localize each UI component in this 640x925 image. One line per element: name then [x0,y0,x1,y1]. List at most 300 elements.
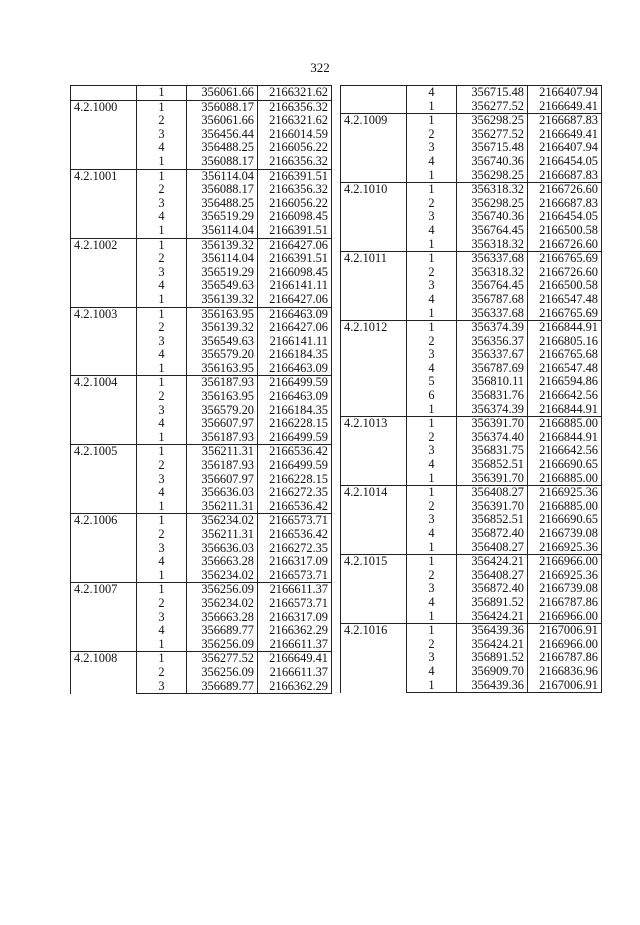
x-coordinate: 356607.97 [187,473,258,487]
x-coordinate: 356114.04 [187,252,258,266]
point-number: 1 [407,183,457,197]
x-coordinate: 356810.11 [457,375,528,389]
y-coordinate: 2166272.35 [258,486,332,500]
point-number: 4 [407,458,457,472]
x-coordinate: 356391.70 [457,417,528,431]
x-coordinate: 356088.17 [187,100,258,114]
x-coordinate: 356114.04 [187,224,258,238]
point-number: 1 [137,238,187,252]
parcel-id: 4.2.1015 [341,555,407,624]
y-coordinate: 2166499.59 [258,431,332,445]
y-coordinate: 2166321.62 [258,114,332,128]
y-coordinate: 2166726.60 [528,266,602,280]
y-coordinate: 2166362.29 [258,680,332,694]
y-coordinate: 2166536.42 [258,445,332,459]
y-coordinate: 2166765.68 [528,348,602,362]
y-coordinate: 2166391.51 [258,169,332,183]
parcel-id: 4.2.1007 [71,583,137,652]
x-coordinate: 356256.09 [187,583,258,597]
point-number: 1 [137,224,187,238]
table-row [341,321,602,335]
parcel-id: 4.2.1010 [341,183,407,252]
x-coordinate: 356488.25 [187,197,258,211]
y-coordinate: 2166805.16 [528,335,602,349]
point-number: 1 [407,486,457,500]
parcel-id [341,86,407,114]
y-coordinate: 2166356.32 [258,100,332,114]
y-coordinate: 2166739.08 [528,582,602,596]
x-coordinate: 356764.45 [457,224,528,238]
x-coordinate: 356488.25 [187,141,258,155]
point-number: 1 [407,541,457,555]
point-number: 1 [137,583,187,597]
point-number: 1 [407,555,457,569]
x-coordinate: 356277.52 [457,100,528,114]
point-number: 2 [137,114,187,128]
table-row [71,652,332,666]
x-coordinate: 356318.32 [457,238,528,252]
y-coordinate: 2166547.48 [528,362,602,376]
y-coordinate: 2166427.06 [258,293,332,307]
parcel-id: 4.2.1013 [341,417,407,486]
y-coordinate: 2166690.65 [528,458,602,472]
parcel-id: 4.2.1016 [341,624,407,693]
point-number: 1 [137,431,187,445]
x-coordinate: 356256.09 [187,638,258,652]
x-coordinate: 356891.52 [457,596,528,610]
x-coordinate: 356187.93 [187,376,258,390]
x-coordinate: 356298.25 [457,114,528,128]
x-coordinate: 356740.36 [457,210,528,224]
x-coordinate: 356831.76 [457,389,528,403]
table-row [71,445,332,459]
x-coordinate: 356391.70 [457,500,528,514]
point-number: 3 [407,141,457,155]
x-coordinate: 356114.04 [187,169,258,183]
point-number: 3 [407,210,457,224]
x-coordinate: 356408.27 [457,541,528,555]
y-coordinate: 2166573.71 [258,514,332,528]
y-coordinate: 2166594.86 [528,375,602,389]
x-coordinate: 356872.40 [457,527,528,541]
y-coordinate: 2167006.91 [528,624,602,638]
point-number: 4 [407,224,457,238]
point-number: 3 [407,651,457,665]
y-coordinate: 2166925.36 [528,486,602,500]
x-coordinate: 356298.25 [457,169,528,183]
point-number: 3 [137,542,187,556]
x-coordinate: 356391.70 [457,472,528,486]
y-coordinate: 2166362.29 [258,624,332,638]
x-coordinate: 356337.67 [457,348,528,362]
x-coordinate: 356408.27 [457,486,528,500]
x-coordinate: 356234.02 [187,569,258,583]
x-coordinate: 356787.69 [457,362,528,376]
point-number: 1 [407,624,457,638]
x-coordinate: 356456.44 [187,128,258,142]
y-coordinate: 2166739.08 [528,527,602,541]
x-coordinate: 356689.77 [187,624,258,638]
y-coordinate: 2166966.00 [528,610,602,624]
table-row [71,238,332,252]
table-row [341,624,602,638]
point-number: 2 [137,321,187,335]
point-number: 2 [137,459,187,473]
point-number: 4 [137,555,187,569]
point-number: 3 [137,473,187,487]
y-coordinate: 2166573.71 [258,569,332,583]
y-coordinate: 2166536.42 [258,500,332,514]
x-coordinate: 356061.66 [187,86,258,101]
x-coordinate: 356234.02 [187,514,258,528]
point-number: 1 [137,155,187,169]
parcel-id: 4.2.1008 [71,652,137,694]
table-row [71,169,332,183]
x-coordinate: 356852.51 [457,513,528,527]
table-row [341,86,602,100]
x-coordinate: 356579.20 [187,404,258,418]
y-coordinate: 2166427.06 [258,321,332,335]
point-number: 1 [407,238,457,252]
point-number: 4 [137,417,187,431]
point-number: 3 [407,279,457,293]
parcel-id: 4.2.1005 [71,445,137,514]
point-number: 1 [137,376,187,390]
y-coordinate: 2166611.37 [258,583,332,597]
point-number: 2 [407,500,457,514]
table-row [341,252,602,266]
parcel-id: 4.2.1011 [341,252,407,321]
x-coordinate: 356439.36 [457,679,528,693]
x-coordinate: 356636.03 [187,486,258,500]
table-row [71,583,332,597]
y-coordinate: 2166844.91 [528,321,602,335]
point-number: 2 [137,183,187,197]
x-coordinate: 356256.09 [187,666,258,680]
parcel-id: 4.2.1012 [341,321,407,417]
x-coordinate: 356277.52 [457,128,528,142]
y-coordinate: 2166765.69 [528,307,602,321]
point-number: 4 [407,665,457,679]
point-number: 1 [407,417,457,431]
y-coordinate: 2166885.00 [528,417,602,431]
point-number: 1 [137,638,187,652]
table-row [71,514,332,528]
parcel-id: 4.2.1001 [71,169,137,238]
point-number: 1 [137,500,187,514]
y-coordinate: 2166765.69 [528,252,602,266]
point-number: 2 [137,597,187,611]
x-coordinate: 356689.77 [187,680,258,694]
point-number: 1 [407,610,457,624]
y-coordinate: 2166499.59 [258,459,332,473]
point-number: 4 [137,279,187,293]
point-number: 1 [137,86,187,101]
point-number: 1 [137,445,187,459]
y-coordinate: 2166056.22 [258,141,332,155]
y-coordinate: 2166407.94 [528,141,602,155]
y-coordinate: 2166356.32 [258,183,332,197]
x-coordinate: 356163.95 [187,362,258,376]
x-coordinate: 356337.68 [457,252,528,266]
x-coordinate: 356579.20 [187,348,258,362]
x-coordinate: 356139.32 [187,321,258,335]
x-coordinate: 356061.66 [187,114,258,128]
y-coordinate: 2166407.94 [528,86,602,100]
x-coordinate: 356764.45 [457,279,528,293]
y-coordinate: 2166885.00 [528,472,602,486]
y-coordinate: 2166642.56 [528,444,602,458]
x-coordinate: 356298.25 [457,197,528,211]
point-number: 4 [137,486,187,500]
right-coordinate-table [340,85,602,693]
parcel-id: 4.2.1002 [71,238,137,307]
y-coordinate: 2166272.35 [258,542,332,556]
y-coordinate: 2166317.09 [258,555,332,569]
x-coordinate: 356715.48 [457,86,528,100]
point-number: 1 [137,514,187,528]
y-coordinate: 2166690.65 [528,513,602,527]
x-coordinate: 356519.29 [187,266,258,280]
y-coordinate: 2166098.45 [258,266,332,280]
parcel-id: 4.2.1014 [341,486,407,555]
x-coordinate: 356909.70 [457,665,528,679]
y-coordinate: 2166687.83 [528,197,602,211]
y-coordinate: 2166499.59 [258,376,332,390]
y-coordinate: 2166500.58 [528,224,602,238]
y-coordinate: 2166726.60 [528,183,602,197]
x-coordinate: 356318.32 [457,266,528,280]
y-coordinate: 2167006.91 [528,679,602,693]
point-number: 1 [137,100,187,114]
x-coordinate: 356088.17 [187,183,258,197]
y-coordinate: 2166642.56 [528,389,602,403]
point-number: 3 [137,611,187,625]
x-coordinate: 356424.21 [457,610,528,624]
y-coordinate: 2166141.11 [258,335,332,349]
table-row [341,183,602,197]
y-coordinate: 2166925.36 [528,541,602,555]
y-coordinate: 2166611.37 [258,666,332,680]
y-coordinate: 2166885.00 [528,500,602,514]
parcel-id: 4.2.1006 [71,514,137,583]
y-coordinate: 2166536.42 [258,528,332,542]
y-coordinate: 2166184.35 [258,404,332,418]
y-coordinate: 2166228.15 [258,417,332,431]
y-coordinate: 2166687.83 [528,169,602,183]
x-coordinate: 356187.93 [187,459,258,473]
point-number: 2 [407,431,457,445]
y-coordinate: 2166500.58 [528,279,602,293]
y-coordinate: 2166573.71 [258,597,332,611]
point-number: 4 [137,348,187,362]
table-row [341,114,602,128]
x-coordinate: 356663.28 [187,555,258,569]
x-coordinate: 356088.17 [187,155,258,169]
point-number: 4 [407,596,457,610]
table-row [341,555,602,569]
y-coordinate: 2166836.96 [528,665,602,679]
parcel-id: 4.2.1009 [341,114,407,183]
y-coordinate: 2166391.51 [258,224,332,238]
x-coordinate: 356187.93 [187,431,258,445]
y-coordinate: 2166649.41 [528,128,602,142]
x-coordinate: 356163.95 [187,307,258,321]
point-number: 2 [407,197,457,211]
point-number: 2 [407,335,457,349]
y-coordinate: 2166966.00 [528,555,602,569]
y-coordinate: 2166844.91 [528,403,602,417]
y-coordinate: 2166547.48 [528,293,602,307]
point-number: 3 [137,266,187,280]
y-coordinate: 2166649.41 [528,100,602,114]
y-coordinate: 2166228.15 [258,473,332,487]
parcel-id: 4.2.1000 [71,100,137,169]
y-coordinate: 2166427.06 [258,238,332,252]
x-coordinate: 356607.97 [187,417,258,431]
y-coordinate: 2166463.09 [258,390,332,404]
x-coordinate: 356408.27 [457,569,528,583]
table-row [71,100,332,114]
point-number: 3 [137,335,187,349]
point-number: 6 [407,389,457,403]
y-coordinate: 2166463.09 [258,307,332,321]
point-number: 3 [407,582,457,596]
x-coordinate: 356211.31 [187,445,258,459]
y-coordinate: 2166014.59 [258,128,332,142]
point-number: 3 [407,444,457,458]
x-coordinate: 356374.39 [457,321,528,335]
point-number: 1 [137,569,187,583]
x-coordinate: 356852.51 [457,458,528,472]
point-number: 1 [407,472,457,486]
y-coordinate: 2166391.51 [258,252,332,266]
x-coordinate: 356663.28 [187,611,258,625]
y-coordinate: 2166454.05 [528,155,602,169]
point-number: 2 [137,528,187,542]
point-number: 1 [137,169,187,183]
y-coordinate: 2166454.05 [528,210,602,224]
x-coordinate: 356424.21 [457,638,528,652]
x-coordinate: 356636.03 [187,542,258,556]
x-coordinate: 356715.48 [457,141,528,155]
point-number: 4 [137,210,187,224]
point-number: 5 [407,375,457,389]
left-coordinate-table [70,85,332,694]
y-coordinate: 2166463.09 [258,362,332,376]
point-number: 1 [137,293,187,307]
y-coordinate: 2166787.86 [528,596,602,610]
point-number: 4 [407,362,457,376]
x-coordinate: 356439.36 [457,624,528,638]
x-coordinate: 356424.21 [457,555,528,569]
table-row [71,307,332,321]
x-coordinate: 356374.39 [457,403,528,417]
point-number: 3 [137,128,187,142]
point-number: 2 [407,128,457,142]
point-number: 2 [137,666,187,680]
point-number: 2 [407,266,457,280]
x-coordinate: 356519.29 [187,210,258,224]
point-number: 4 [137,141,187,155]
point-number: 3 [137,197,187,211]
y-coordinate: 2166056.22 [258,197,332,211]
x-coordinate: 356549.63 [187,335,258,349]
point-number: 3 [137,404,187,418]
y-coordinate: 2166098.45 [258,210,332,224]
parcel-id: 4.2.1004 [71,376,137,445]
point-number: 1 [137,652,187,666]
point-number: 1 [407,679,457,693]
table-row [341,417,602,431]
x-coordinate: 356139.32 [187,293,258,307]
point-number: 1 [407,321,457,335]
y-coordinate: 2166317.09 [258,611,332,625]
table-row [341,486,602,500]
table-row [71,376,332,390]
point-number: 3 [137,680,187,694]
y-coordinate: 2166966.00 [528,638,602,652]
point-number: 4 [407,155,457,169]
x-coordinate: 356211.31 [187,500,258,514]
point-number: 1 [137,362,187,376]
x-coordinate: 356831.75 [457,444,528,458]
point-number: 4 [137,624,187,638]
table-row [71,86,332,101]
x-coordinate: 356740.36 [457,155,528,169]
x-coordinate: 356163.95 [187,390,258,404]
point-number: 2 [407,638,457,652]
parcel-id [71,86,137,101]
point-number: 1 [137,307,187,321]
y-coordinate: 2166844.91 [528,431,602,445]
x-coordinate: 356891.52 [457,651,528,665]
x-coordinate: 356549.63 [187,279,258,293]
point-number: 2 [407,569,457,583]
point-number: 1 [407,403,457,417]
point-number: 3 [407,513,457,527]
y-coordinate: 2166649.41 [258,652,332,666]
point-number: 1 [407,169,457,183]
point-number: 1 [407,252,457,266]
y-coordinate: 2166141.11 [258,279,332,293]
y-coordinate: 2166611.37 [258,638,332,652]
y-coordinate: 2166925.36 [528,569,602,583]
x-coordinate: 356872.40 [457,582,528,596]
y-coordinate: 2166787.86 [528,651,602,665]
point-number: 4 [407,293,457,307]
point-number: 3 [407,348,457,362]
x-coordinate: 356277.52 [187,652,258,666]
x-coordinate: 356139.32 [187,238,258,252]
point-number: 4 [407,527,457,541]
point-number: 2 [137,390,187,404]
x-coordinate: 356211.31 [187,528,258,542]
y-coordinate: 2166184.35 [258,348,332,362]
point-number: 1 [407,114,457,128]
y-coordinate: 2166356.32 [258,155,332,169]
x-coordinate: 356356.37 [457,335,528,349]
parcel-id: 4.2.1003 [71,307,137,376]
x-coordinate: 356318.32 [457,183,528,197]
point-number: 4 [407,86,457,100]
y-coordinate: 2166321.62 [258,86,332,101]
page-number: 322 [310,60,330,75]
y-coordinate: 2166687.83 [528,114,602,128]
x-coordinate: 356337.68 [457,307,528,321]
x-coordinate: 356234.02 [187,597,258,611]
y-coordinate: 2166726.60 [528,238,602,252]
